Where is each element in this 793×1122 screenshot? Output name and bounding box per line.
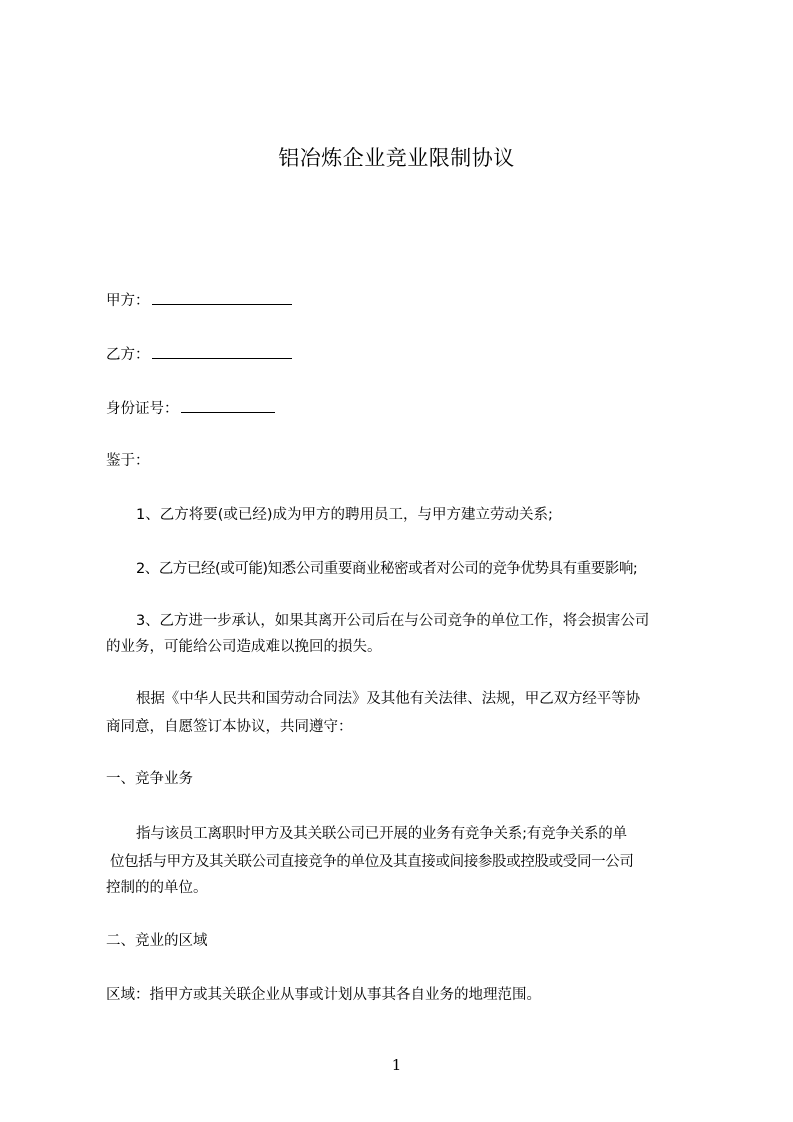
id-number-line xyxy=(106,398,275,419)
party-a-blank xyxy=(152,290,292,305)
party-a-line xyxy=(106,290,292,311)
party-b-label: 乙方： xyxy=(106,347,150,363)
section-1-line-3: 控制的的单位。 xyxy=(106,880,208,896)
party-a-label: 甲方： xyxy=(106,293,150,309)
clause-3-line-1: 3、乙方进一步承认，如果其离开公司后在与公司竞争的单位工作，将会损害公司 xyxy=(136,613,650,629)
clause-1: 1、乙方将要(或已经)成为甲方的聘用员工，与甲方建立劳动关系; xyxy=(136,507,553,523)
section-2-heading: 二、竞业的区域 xyxy=(106,933,208,949)
section-1-line-2: 位包括与甲方及其关联公司直接竞争的单位及其直接或间接参股或控股或受同一公司 xyxy=(110,854,634,870)
basis-line-2: 商同意，自愿签订本协议，共同遵守： xyxy=(106,719,353,735)
clause-2: 2、乙方已经(或可能)知悉公司重要商业秘密或者对公司的竞争优势具有重要影响; xyxy=(136,561,638,577)
section-2-line-1: 区域：指甲方或其关联企业从事或计划从事其各自业务的地理范围。 xyxy=(106,987,541,1003)
party-b-line xyxy=(106,344,292,365)
document-title: 铝冶炼企业竞业限制协议 xyxy=(278,146,515,170)
page-number: 1 xyxy=(391,1056,402,1074)
section-1-line-1: 指与该员工离职时甲方及其关联公司已开展的业务有竞争关系;有竞争关系的单 xyxy=(136,826,627,842)
id-number-label: 身份证号： xyxy=(106,401,179,417)
section-1-heading: 一、竞争业务 xyxy=(106,771,193,787)
id-number-blank xyxy=(181,398,275,413)
whereas-label: 鉴于： xyxy=(106,453,150,469)
clause-3-line-2: 的业务，可能给公司造成难以挽回的损失。 xyxy=(106,639,382,655)
basis-line-1: 根据《中华人民共和国劳动合同法》及其他有关法律、法规，甲乙双方经平等协 xyxy=(136,691,640,707)
party-b-blank xyxy=(152,344,292,359)
